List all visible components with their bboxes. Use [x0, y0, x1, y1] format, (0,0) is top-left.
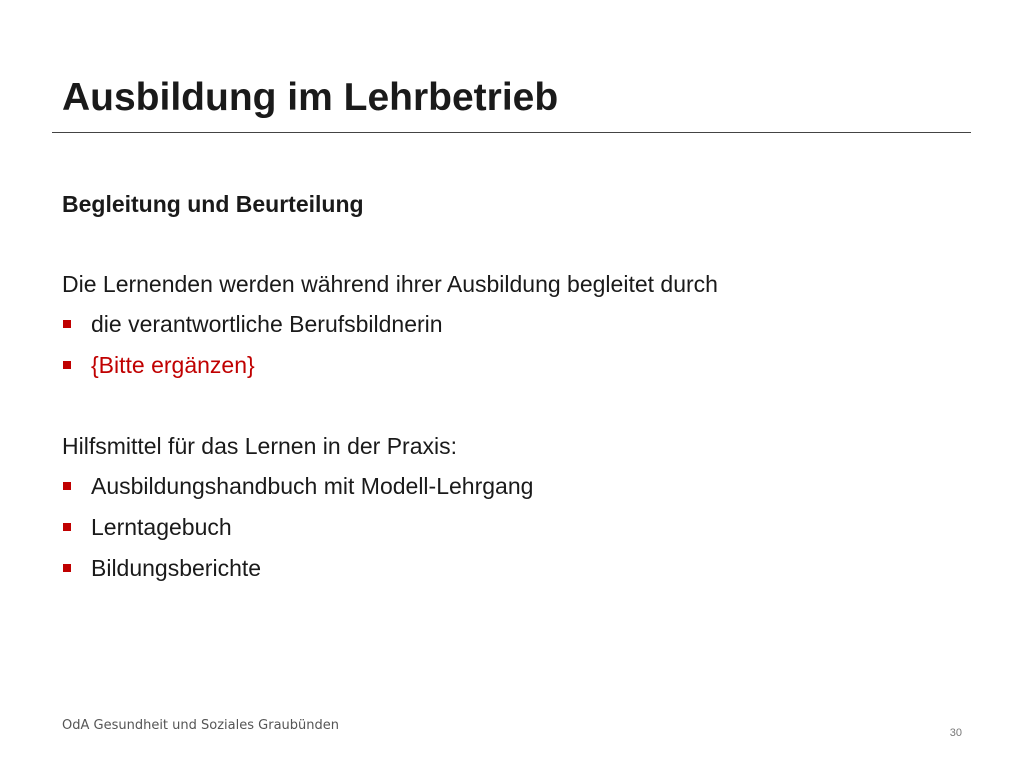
title-divider: [52, 132, 971, 133]
bullet-text: die verantwortliche Berufsbildnerin: [91, 311, 443, 337]
square-bullet-icon: [63, 482, 71, 490]
bullet-item: [62, 466, 962, 507]
bullet-item: [62, 507, 962, 548]
bullet-text: Ausbildungshandbuch mit Modell-Lehrgang: [91, 473, 534, 499]
section1-intro: Die Lernenden werden während ihrer Ausbildung begleitet durch: [62, 271, 718, 297]
section2-intro: Hilfsmittel für das Lernen in der Praxis:: [62, 433, 457, 459]
bullet-item: [62, 548, 962, 589]
slide-title: Ausbildung im Lehrbetrieb: [62, 76, 559, 119]
slide-content: [62, 184, 962, 589]
bullet-item: [62, 345, 962, 386]
section1-bullet-list: [62, 304, 962, 386]
placeholder-bullet-text: {Bitte ergänzen}: [91, 352, 255, 378]
spacer: [62, 224, 962, 264]
bullet-text: Bildungsberichte: [91, 555, 262, 581]
square-bullet-icon: [63, 564, 71, 572]
footer-organization: OdA Gesundheit und Soziales Graubünden: [62, 718, 339, 733]
section2-bullet-list: [62, 466, 962, 589]
square-bullet-icon: [63, 361, 71, 369]
square-bullet-icon: [63, 320, 71, 328]
square-bullet-icon: [63, 523, 71, 531]
bullet-text: Lerntagebuch: [91, 514, 232, 540]
spacer: [62, 386, 962, 426]
slide-subheading: Begleitung und Beurteilung: [62, 191, 364, 217]
bullet-item: [62, 304, 962, 345]
page-number: 30: [949, 727, 962, 739]
